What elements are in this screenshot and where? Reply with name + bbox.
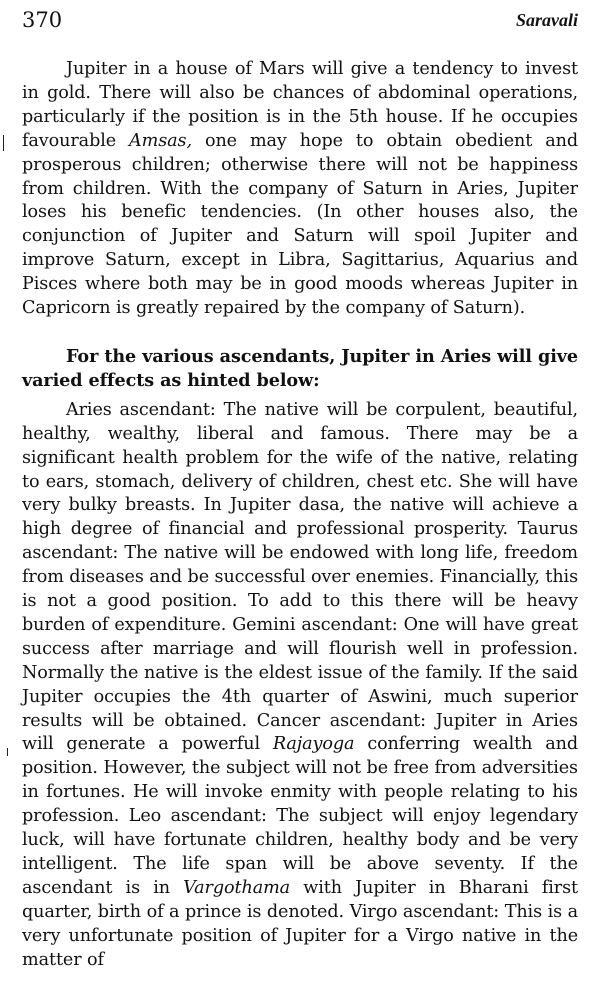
page-header — [22, 8, 578, 34]
paragraph-text: with Jupiter in Bharani first quarter, birth of a prince is denoted. Virgo ascendant: This is a very unfortunate position of Jupiter for a Virgo native in the matter of — [22, 877, 578, 970]
margin-mark — [7, 748, 8, 756]
italic-term: Rajayoga — [272, 734, 355, 755]
italic-term: Amsas, — [129, 130, 192, 151]
section-heading: For the various ascendants, Jupiter in Aries will give varied effects as hinted below: — [22, 345, 578, 391]
body-text — [22, 58, 578, 973]
running-title: Saravali — [515, 10, 578, 30]
margin-mark — [3, 135, 4, 151]
paragraph-jupiter-mars-house — [22, 58, 578, 321]
paragraph-text: Jupiter in a house of Mars will give a tendency to invest in gold. There will also be chances of abdominal operations, particularly if the position is in the 5th house. If he occupies favourable — [22, 59, 578, 151]
paragraph-text: Aries ascendant: The native will be corpulent, beautiful, healthy, wealthy, liberal and famous. There may be a significant health problem for the wife of the native, relating to ears, stomach, delivery of children, chest etc. She will have very bulky breasts. In Jupiter dasa, the native will achieve a high degree of financial and professional prosperity. Taurus ascendant: The native will be endowed with long life, freedom from diseases and be successful over enemies. Financially, this is not a good position. To add to this there will be heavy burden of expenditure. Gemini ascendant: One will have great success after marriage and will flourish well in profession. Normally the native is the eldest issue of the family. If the said Jupiter occupies the 4th quarter of Aswini, much superior results will be obtained. Cancer ascendant: Jupiter in Aries will generate a powerful — [22, 399, 579, 755]
paragraph-text: one may hope to obtain obedient and prosperous children; otherwise there will not be happiness from children. With the company of Saturn in Aries, Jupiter loses his benefic tendencies. (In other houses also, the conjunction of Jupiter and Saturn will spoil Jupiter and improve Saturn, except in Libra, Sagittarius, Aquarius and Pisces where both may be in good moods whereas Jupiter in Capricorn is greatly repaired by the company of Saturn). — [22, 130, 579, 319]
paragraph-ascendants — [22, 399, 578, 973]
page-number: 370 — [22, 8, 63, 32]
paragraph-text: conferring wealth and position. However, the subject will not be free from adversities in fortunes. He will invoke enmity with people relating to his profession. Leo ascendant: The subject will enjoy legendary luck, will have fortunate children, healthy body and be very intelligent. The life span will be above seventy. If the ascendant is in — [22, 734, 578, 898]
italic-term: Vargothama — [183, 877, 291, 898]
